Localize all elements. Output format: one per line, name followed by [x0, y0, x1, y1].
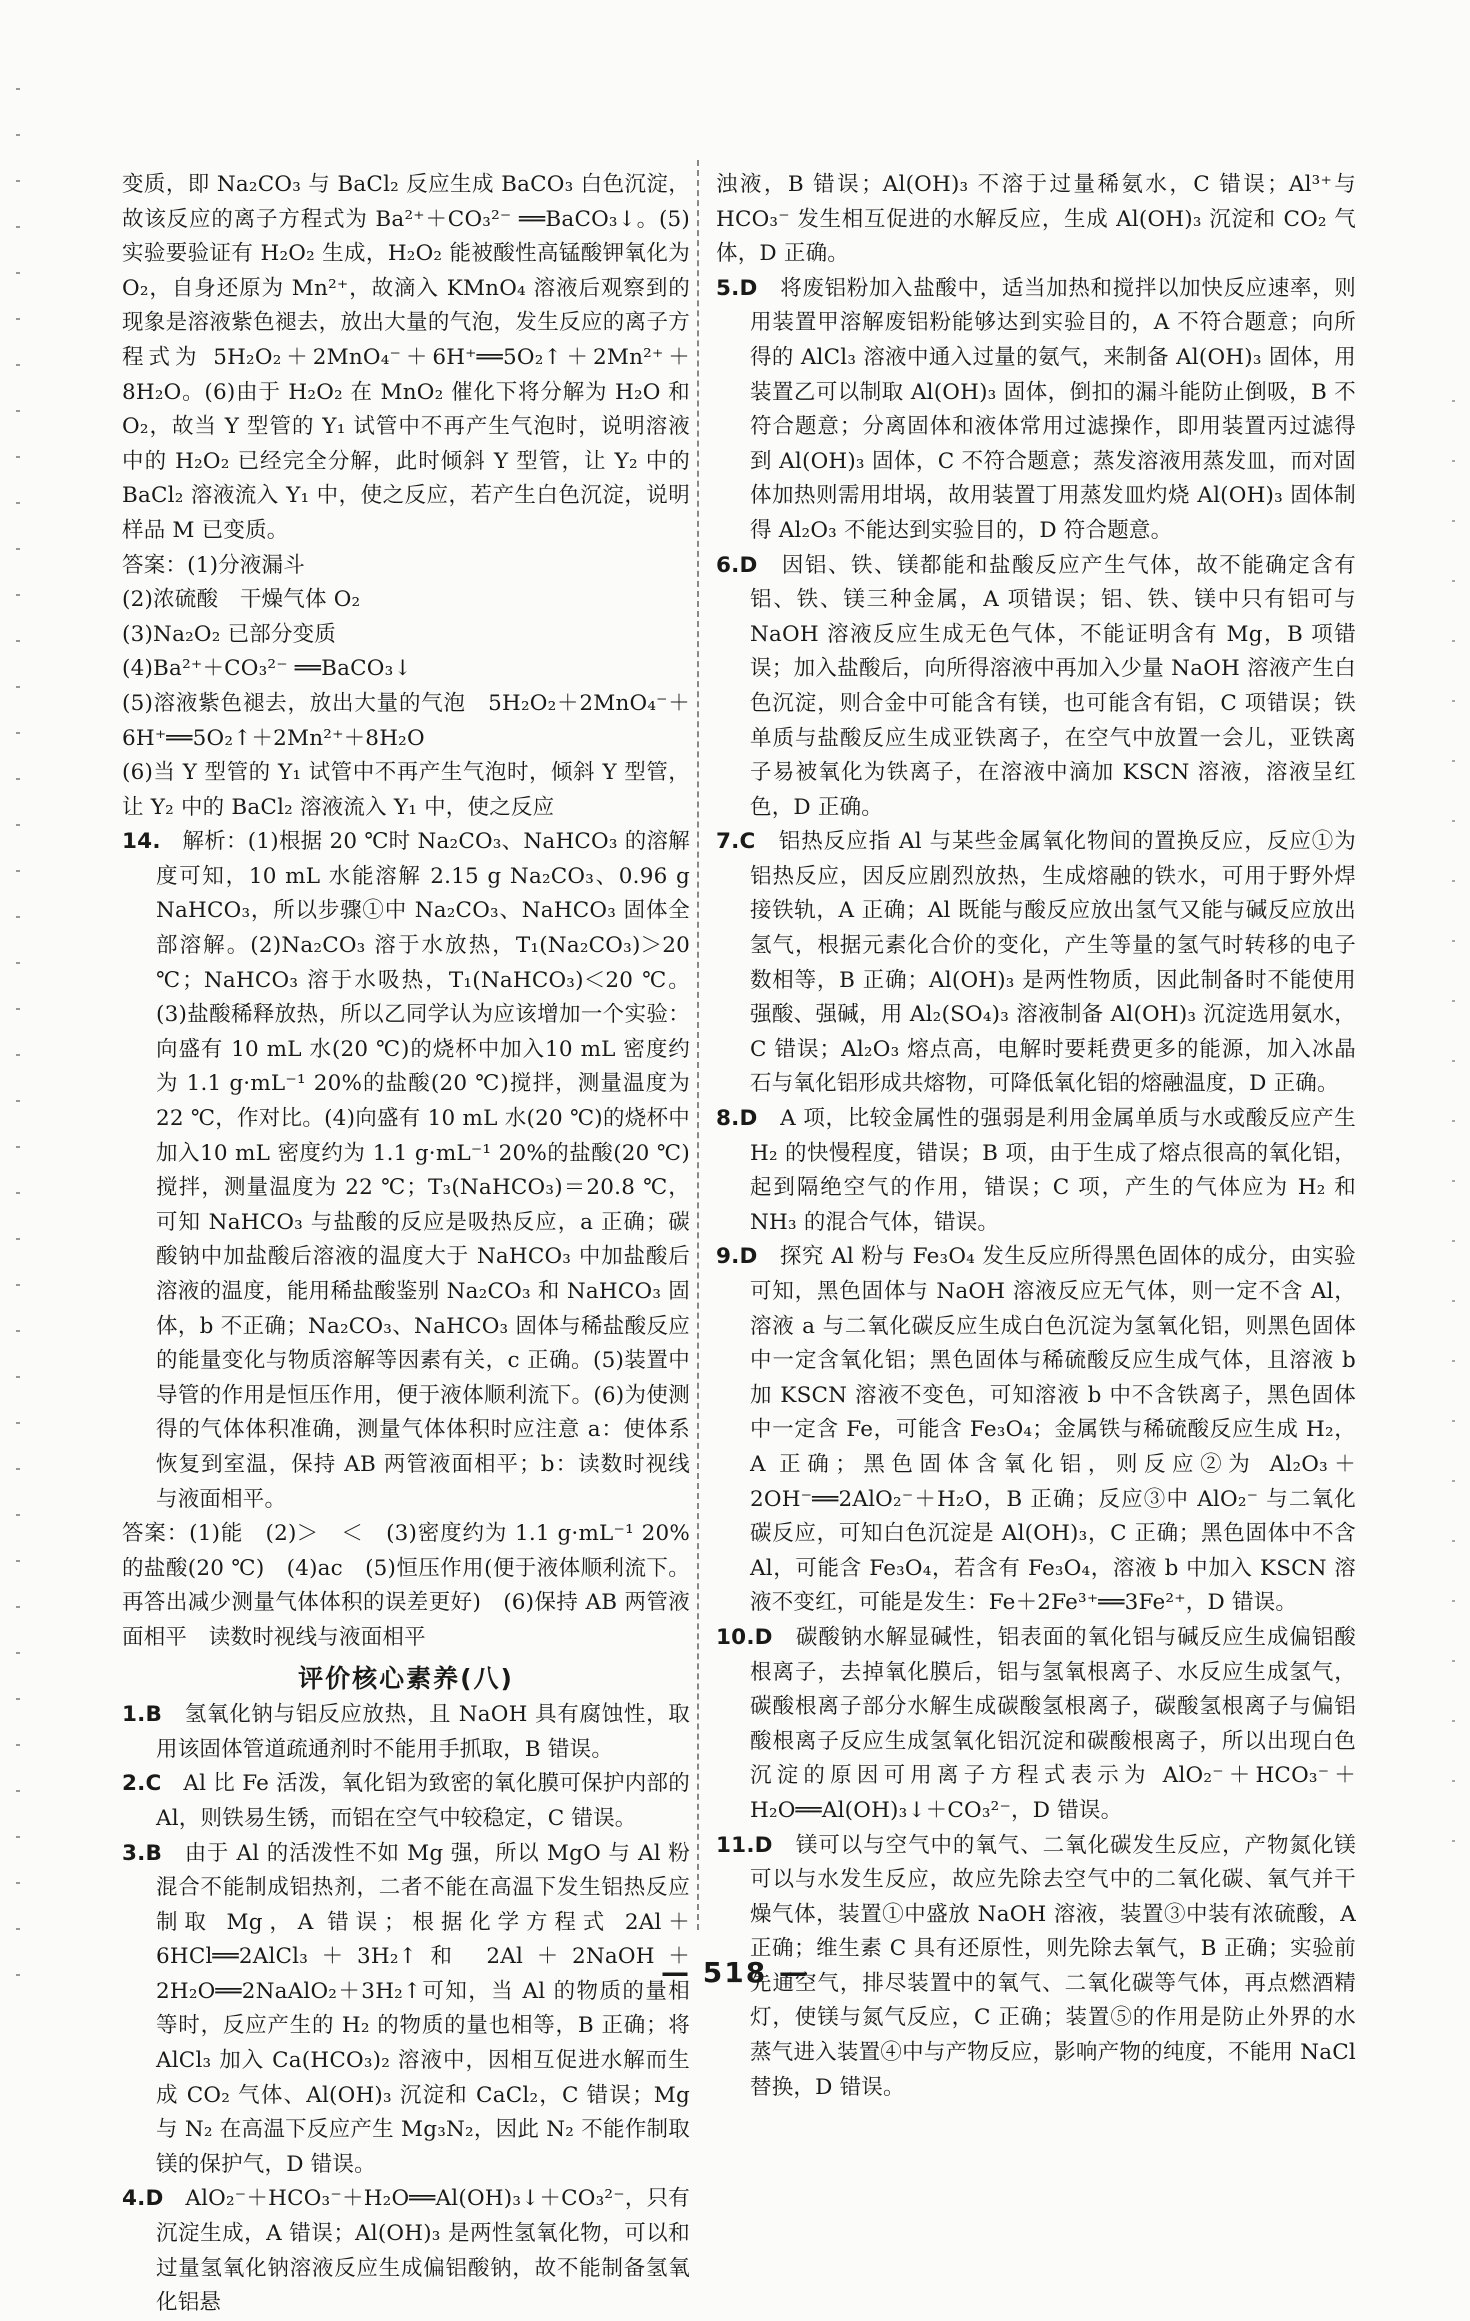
- answer-paragraph: [122, 687, 690, 756]
- edge-ticks: [1452, 400, 1455, 1900]
- answer-paragraph: [122, 1698, 690, 1767]
- answer-paragraph: [716, 549, 1356, 826]
- answer-paragraph: [122, 618, 690, 653]
- section-title: 评价核心素养(八): [298, 1663, 514, 1693]
- left-column: [122, 168, 690, 2321]
- question-number: 1.B: [122, 1702, 163, 1728]
- left-column-answers: [122, 168, 690, 1656]
- answer-paragraph: [122, 2182, 690, 2320]
- answer-paragraph: [716, 1621, 1356, 1829]
- paragraph-text: (2)浓硫酸 干燥气体 O₂: [122, 587, 361, 613]
- right-column: [716, 168, 1356, 2105]
- question-number: 4.D: [122, 2186, 164, 2212]
- paragraph-text: 因铝、铁、镁都能和盐酸反应产生气体，故不能确定含有铝、铁、镁三种金属，A 项错误；铝、铁、镁中只有铝可与 NaOH 溶液反应生成无色气体，不能证明含有 Mg，B 项错误；加入盐酸后，向所得溶液中再加入少量 NaOH 溶液产生白色沉淀，则合金中可能含有镁，也可能含有铝，C 项错误；铁单质与盐酸反应生成亚铁离子，在空气中放置一会儿，亚铁离子易被氧化为铁离子，在溶液中滴加 KSCN 溶液，溶液呈红色，D 正确。: [750, 552, 1356, 820]
- question-number: 5.D: [716, 275, 758, 301]
- answer-paragraph: [122, 756, 690, 825]
- paragraph-text: 答案：(1)能 (2)＞ ＜ (3)密度约为 1.1 g·mL⁻¹ 20%的盐酸(20 ℃) (4)ac (5)恒压作用(便于液体顺利流下。再答出减少测量气体体积的误差更好) (6)保持 AB 两管液面相平 读数时视线与液面相平: [122, 1521, 690, 1650]
- answer-paragraph: [716, 1240, 1356, 1621]
- left-column-section: [122, 1698, 690, 2321]
- paragraph-text: 变质，即 Na₂CO₃ 与 BaCl₂ 反应生成 BaCO₃ 白色沉淀，故该反应的离子方程式为 Ba²⁺＋CO₃²⁻ ══BaCO₃↓。(5)实验要验证有 H₂O₂ 生成，H₂O₂ 能被酸性高锰酸钾氧化为 O₂，自身还原为 Mn²⁺，故滴入 KMnO₄ 溶液后观察到的现象是溶液紫色褪去，放出大量的气泡，发生反应的离子方程式为 5H₂O₂＋2MnO₄⁻＋6H⁺══5O₂↑＋2Mn²⁺＋8H₂O。(6)由于 H₂O₂ 在 MnO₂ 催化下将分解为 H₂O 和 O₂，故当 Y 型管的 Y₁ 试管中不再产生气泡时，说明溶液中的 H₂O₂ 已经完全分解，此时倾斜 Y 型管，让 Y₂ 中的 BaCl₂ 溶液流入 Y₁ 中，使之反应，若产生白色沉淀，说明样品 M 已变质。: [122, 172, 690, 543]
- paragraph-text: 氢氧化钠与铝反应放热，且 NaOH 具有腐蚀性，取用该固体管道疏通剂时不能用手抓取，B 错误。: [156, 1702, 690, 1762]
- paragraph-text: 碳酸钠水解显碱性，铝表面的氧化铝与碱反应生成偏铝酸根离子，去掉氧化膜后，铝与氢氧根离子、水反应生成氢气，碳酸根离子部分水解生成碳酸氢根离子，碳酸氢根离子与偏铝酸根离子反应生成氢氧化铝沉淀和碳酸根离子，所以出现白色沉淀的原因可用离子方程式表示为 AlO₂⁻＋HCO₃⁻＋H₂O══Al(OH)₃↓＋CO₃²⁻，D 错误。: [750, 1624, 1356, 1823]
- answer-paragraph: [716, 825, 1356, 1102]
- answer-paragraph: [122, 168, 690, 549]
- page-number: — 518 —: [661, 1956, 809, 1989]
- answer-paragraph: [716, 272, 1356, 549]
- question-number: 7.C: [716, 829, 756, 855]
- binding-ticks: [16, 88, 20, 1988]
- answer-paragraph: [122, 583, 690, 618]
- answer-paragraph: [122, 1837, 690, 2183]
- answer-paragraph: [122, 1767, 690, 1836]
- question-number: 6.D: [716, 552, 758, 578]
- paragraph-text: 解析：(1)根据 20 ℃时 Na₂CO₃、NaHCO₃ 的溶解度可知，10 mL 水能溶解 2.15 g Na₂CO₃、0.96 g NaHCO₃，所以步骤①中 Na₂CO₃、NaHCO₃ 固体全部溶解。(2)Na₂CO₃ 溶于水放热，T₁(Na₂CO₃)＞20 ℃；NaHCO₃ 溶于水吸热，T₁(NaHCO₃)＜20 ℃。(3)盐酸稀释放热，所以乙同学认为应该增加一个实验：向盛有 10 mL 水(20 ℃)的烧杯中加入10 mL 密度约为 1.1 g·mL⁻¹ 20%的盐酸(20 ℃)搅拌，测量温度为 22 ℃，作对比。(4)向盛有 10 mL 水(20 ℃)的烧杯中加入10 mL 密度约为 1.1 g·mL⁻¹ 20%的盐酸(20 ℃)搅拌，测量温度为 22 ℃；T₃(NaHCO₃)＝20.8 ℃，可知 NaHCO₃ 与盐酸的反应是吸热反应，a 正确；碳酸钠中加盐酸后溶液的温度大于 NaHCO₃ 中加盐酸后溶液的温度，能用稀盐酸鉴别 Na₂CO₃ 和 NaHCO₃ 固体，b 不正确；Na₂CO₃、NaHCO₃ 固体与稀盐酸反应的能量变化与物质溶解等因素有关，c 正确。(5)装置中导管的作用是恒压作用，便于液体顺利流下。(6)为使测得的气体体积准确，测量气体体积时应注意 a：使体系恢复到室温，保持 AB 两管液面相平；b：读数时视线与液面相平。: [156, 829, 690, 1512]
- paragraph-text: 答案：(1)分液漏斗: [122, 552, 305, 578]
- question-number: 9.D: [716, 1244, 758, 1270]
- paragraph-text: (5)溶液紫色褪去，放出大量的气泡 5H₂O₂＋2MnO₄⁻＋6H⁺══5O₂↑＋2Mn²⁺＋8H₂O: [122, 690, 690, 751]
- paragraph-text: (4)Ba²⁺＋CO₃²⁻ ══BaCO₃↓: [122, 656, 412, 682]
- paragraph-text: 浊液，B 错误；Al(OH)₃ 不溶于过量稀氨水，C 错误；Al³⁺与 HCO₃⁻ 发生相互促进的水解反应，生成 Al(OH)₃ 沉淀和 CO₂ 气体，D 正确。: [716, 172, 1356, 267]
- question-number: 3.B: [122, 1840, 163, 1866]
- column-divider: [697, 160, 699, 1930]
- question-number: 8.D: [716, 1106, 758, 1132]
- answer-paragraph: [122, 652, 690, 687]
- paragraph-text: (3)Na₂O₂ 已部分变质: [122, 621, 337, 647]
- question-number: 11.D: [716, 1832, 773, 1858]
- paragraph-text: 由于 Al 的活泼性不如 Mg 强，所以 MgO 与 Al 粉混合不能制成铝热剂，二者不能在高温下发生铝热反应制取 Mg，A 错误；根据化学方程式 2Al＋6HCl══2AlCl₃＋3H₂↑和 2Al＋2NaOH＋2H₂O══2NaAlO₂＋3H₂↑可知，当 Al 的物质的量相等时，反应产生的 H₂ 的物质的量也相等，B 正确；将 AlCl₃ 加入 Ca(HCO₃)₂ 溶液中，因相互促进水解而生成 CO₂ 气体、Al(OH)₃ 沉淀和 CaCl₂，C 错误；Mg 与 N₂ 在高温下反应产生 Mg₃N₂，因此 N₂ 不能作制取镁的保护气，D 错误。: [156, 1840, 690, 2177]
- question-number: 2.C: [122, 1771, 162, 1797]
- paragraph-text: Al 比 Fe 活泼，氧化铝为致密的氧化膜可保护内部的 Al，则铁易生锈，而铝在空气中较稳定，C 错误。: [156, 1771, 690, 1831]
- answer-paragraph: [716, 168, 1356, 272]
- paragraph-text: 铝热反应指 Al 与某些金属氧化物间的置换反应，反应①为铝热反应，因反应剧烈放热，生成熔融的铁水，可用于野外焊接铁轨，A 正确；Al 既能与酸反应放出氢气又能与碱反应放出氢气，根据元素化合价的变化，产生等量的氢气时转移的电子数相等，B 正确；Al(OH)₃ 是两性物质，因此制备时不能使用强酸、强碱，用 Al₂(SO₄)₃ 溶液制备 Al(OH)₃ 沉淀选用氨水，C 错误；Al₂O₃ 熔点高，电解时要耗费更多的能源，加入冰晶石与氧化铝形成共熔物，可降低氧化铝的熔融温度，D 正确。: [750, 829, 1356, 1097]
- question-number: 14.: [122, 829, 161, 855]
- paragraph-text: (6)当 Y 型管的 Y₁ 试管中不再产生气泡时，倾斜 Y 型管，让 Y₂ 中的 BaCl₂ 溶液流入 Y₁ 中，使之反应: [122, 760, 690, 820]
- paragraph-text: 探究 Al 粉与 Fe₃O₄ 发生反应所得黑色固体的成分，由实验可知，黑色固体与 NaOH 溶液反应无气体，则一定不含 Al，溶液 a 与二氧化碳反应生成白色沉淀为氢氧化铝，则黑色固体中一定含氧化铝；黑色固体与稀硫酸反应生成气体，且溶液 b 加 KSCN 溶液不变色，可知溶液 b 中不含铁离子，黑色固体中一定含 Fe，可能含 Fe₃O₄；金属铁与稀硫酸反应生成 H₂，A 正确；黑色固体含氧化铝，则反应②为 Al₂O₃＋2OH⁻══2AlO₂⁻＋H₂O，B 正确；反应③中 AlO₂⁻ 与二氧化碳反应，可知白色沉淀是 Al(OH)₃，C 正确；黑色固体中不含 Al，可能含 Fe₃O₄，若含有 Fe₃O₄，溶液 b 中加入 KSCN 溶液不变红，可能是发生：Fe＋2Fe³⁺══3Fe²⁺，D 错误。: [750, 1244, 1356, 1616]
- answer-paragraph: [716, 1102, 1356, 1240]
- question-number: 10.D: [716, 1624, 773, 1650]
- paragraph-text: A 项，比较金属性的强弱是利用金属单质与水或酸反应产生 H₂ 的快慢程度，错误；B 项，由于生成了熔点很高的氧化铝，起到隔绝空气的作用，错误；C 项，产生的气体应为 H₂ 和 NH₃ 的混合气体，错误。: [750, 1106, 1357, 1235]
- paragraph-text: 镁可以与空气中的氧气、二氧化碳发生反应，产物氮化镁可以与水发生反应，故应先除去空气中的二氧化碳、氧气并干燥气体，装置①中盛放 NaOH 溶液，装置③中装有浓硫酸，A 正确；维生素 C 具有还原性，则先除去氧气，B 正确；实验前先通空气，排尽装置中的氧气、二氧化碳等气体，再点燃酒精灯，使镁与氮气反应，C 正确；装置⑤的作用是防止外界的水蒸气进入装置④中与产物反应，影响产物的纯度，不能用 NaCl 替换，D 错误。: [750, 1832, 1356, 2100]
- paragraph-text: AlO₂⁻＋HCO₃⁻＋H₂O══Al(OH)₃↓＋CO₃²⁻，只有沉淀生成，A 错误；Al(OH)₃ 是两性氢氧化物，可以和过量氢氧化钠溶液反应生成偏铝酸钠，故不能制备氢氧化铝悬: [156, 2186, 691, 2316]
- answer-paragraph: [122, 1517, 690, 1655]
- answer-paragraph: [122, 549, 690, 584]
- paragraph-text: 将废铝粉加入盐酸中，适当加热和搅拌以加快反应速率，则用装置甲溶解废铝粉能够达到实验目的，A 不符合题意；向所得的 AlCl₃ 溶液中通入过量的氨气，来制备 Al(OH)₃ 固体，用装置乙可以制取 Al(OH)₃ 固体，倒扣的漏斗能防止倒吸，B 不符合题意；分离固体和液体常用过滤操作，即用装置丙过滤得到 Al(OH)₃ 固体，C 不符合题意；蒸发溶液用蒸发皿，而对固体加热则需用坩埚，故用装置丁用蒸发皿灼烧 Al(OH)₃ 固体制得 Al₂O₃ 不能达到实验目的，D 符合题意。: [750, 275, 1357, 543]
- answer-paragraph: [122, 825, 690, 1517]
